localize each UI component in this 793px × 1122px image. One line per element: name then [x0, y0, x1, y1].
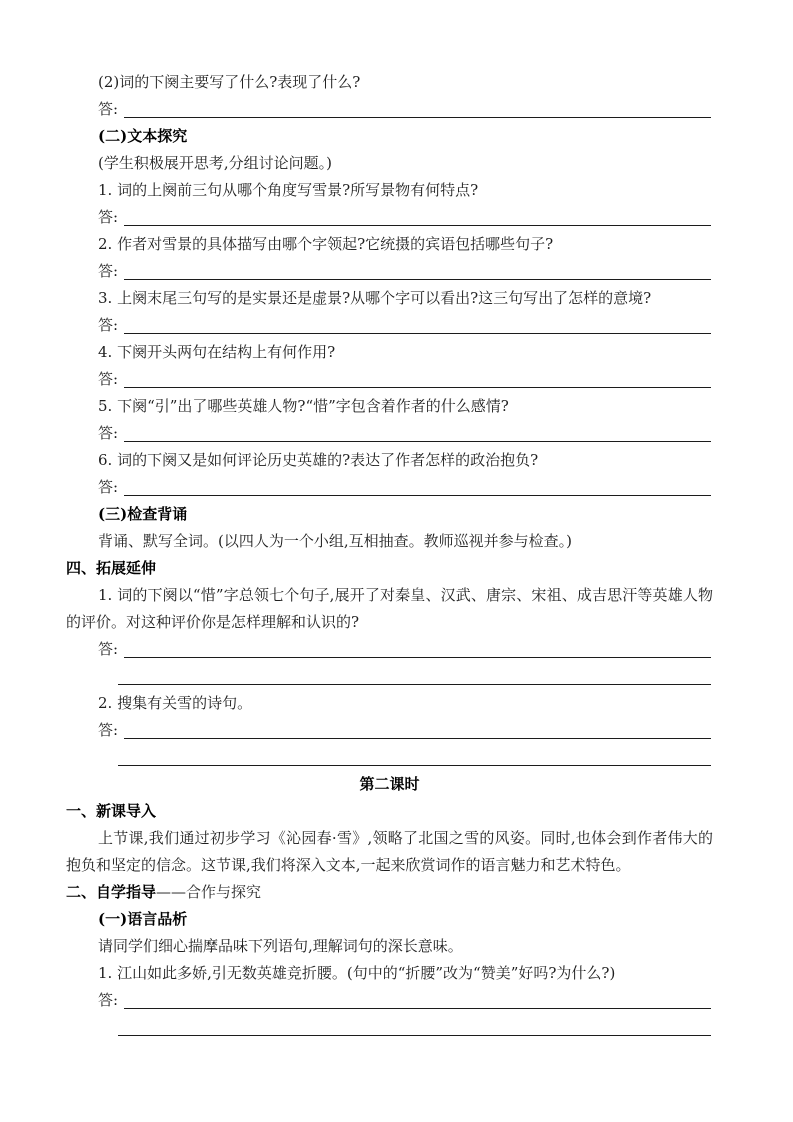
answer-line — [66, 474, 713, 501]
section-heading-bold-part: 二、自学指导 — [66, 883, 157, 901]
answer-label: 答: — [98, 478, 119, 496]
instruction-line: 背诵、默写全词。(以四人为一个小组,互相抽查。教师巡视并参与检查。) — [98, 532, 572, 550]
subsection-heading-recitation-check: (三)检查背诵 — [98, 505, 188, 523]
answer-blank-rule[interactable] — [124, 636, 711, 658]
instruction-line: (学生积极展开思考,分组讨论问题。) — [98, 154, 332, 172]
answer-line — [66, 204, 713, 231]
answer-label: 答: — [98, 208, 119, 226]
answer-label: 答: — [98, 262, 119, 280]
answer-blank-rule[interactable] — [118, 663, 711, 685]
answer-blank-rule[interactable] — [124, 96, 711, 118]
question-line: 5. 下阕“引”出了哪些英雄人物?“惜”字包含着作者的什么感情? — [98, 397, 509, 415]
answer-blank-rule[interactable] — [124, 420, 711, 442]
answer-line — [66, 366, 713, 393]
answer-label: 答: — [98, 424, 119, 442]
subsection-heading-text-exploration: (二)文本探究 — [98, 127, 188, 145]
answer-blank-rule[interactable] — [124, 204, 711, 226]
answer-blank-rule[interactable] — [124, 987, 711, 1009]
answer-blank-rule[interactable] — [124, 258, 711, 280]
section-heading-lesson-intro: 一、新课导入 — [66, 802, 157, 820]
answer-line — [66, 987, 713, 1014]
answer-label: 答: — [98, 316, 119, 334]
lesson-title-second-period: 第二课时 — [359, 775, 420, 793]
question-line: 3. 上阕末尾三句写的是实景还是虚景?从哪个字可以看出?这三句写出了怎样的意境? — [98, 289, 652, 307]
answer-extra-line — [66, 1014, 713, 1041]
answer-extra-line — [66, 744, 713, 771]
question-line: 2. 作者对雪景的具体描写由哪个字领起?它统摄的宾语包括哪些句子? — [98, 235, 554, 253]
answer-blank-rule[interactable] — [118, 1014, 711, 1036]
answer-label: 答: — [98, 370, 119, 388]
answer-label: 答: — [98, 100, 119, 118]
question-line: (2)词的下阕主要写了什么?表现了什么? — [98, 73, 361, 91]
answer-line — [66, 717, 713, 744]
question-line: 1. 江山如此多娇,引无数英雄竞折腰。(句中的“折腰”改为“赞美”好吗?为什么?) — [98, 964, 616, 982]
section-heading-self-study — [66, 879, 713, 906]
question-line: 4. 下阕开头两句在结构上有何作用? — [98, 343, 336, 361]
answer-blank-rule[interactable] — [124, 717, 711, 739]
answer-label: 答: — [98, 721, 119, 739]
answer-line — [66, 636, 713, 663]
section-heading-rest-part: ——合作与探究 — [156, 883, 262, 901]
answer-label: 答: — [98, 991, 119, 1009]
answer-blank-rule[interactable] — [124, 312, 711, 334]
question-line: 2. 搜集有关雪的诗句。 — [98, 694, 253, 712]
answer-blank-rule[interactable] — [118, 744, 711, 766]
answer-line — [66, 420, 713, 447]
answer-blank-rule[interactable] — [124, 474, 711, 496]
answer-line — [66, 312, 713, 339]
answer-blank-rule[interactable] — [124, 366, 711, 388]
question-paragraph: 1. 词的下阕以“惜”字总领七个句子,展开了对秦皇、汉武、唐宗、宋祖、成吉思汗等英雄人物的评价。对这种评价你是怎样理解和认识的? — [66, 586, 713, 631]
answer-line — [66, 96, 713, 123]
instruction-line: 请同学们细心揣摩品味下列语句,理解词句的深长意味。 — [98, 937, 463, 955]
subsection-heading-language-analysis: (一)语言品析 — [98, 910, 188, 928]
section-heading-extension: 四、拓展延伸 — [66, 559, 157, 577]
intro-paragraph: 上节课,我们通过初步学习《沁园春·雪》,领略了北国之雪的风姿。同时,也体会到作者伟大的抱负和坚定的信念。这节课,我们将深入文本,一起来欣赏词作的语言魅力和艺术特色。 — [66, 829, 713, 874]
answer-label: 答: — [98, 640, 119, 658]
answer-extra-line — [66, 663, 713, 690]
answer-line — [66, 258, 713, 285]
question-line: 6. 词的下阕又是如何评论历史英雄的?表达了作者怎样的政治抱负? — [98, 451, 539, 469]
question-line: 1. 词的上阕前三句从哪个角度写雪景?所写景物有何特点? — [98, 181, 479, 199]
